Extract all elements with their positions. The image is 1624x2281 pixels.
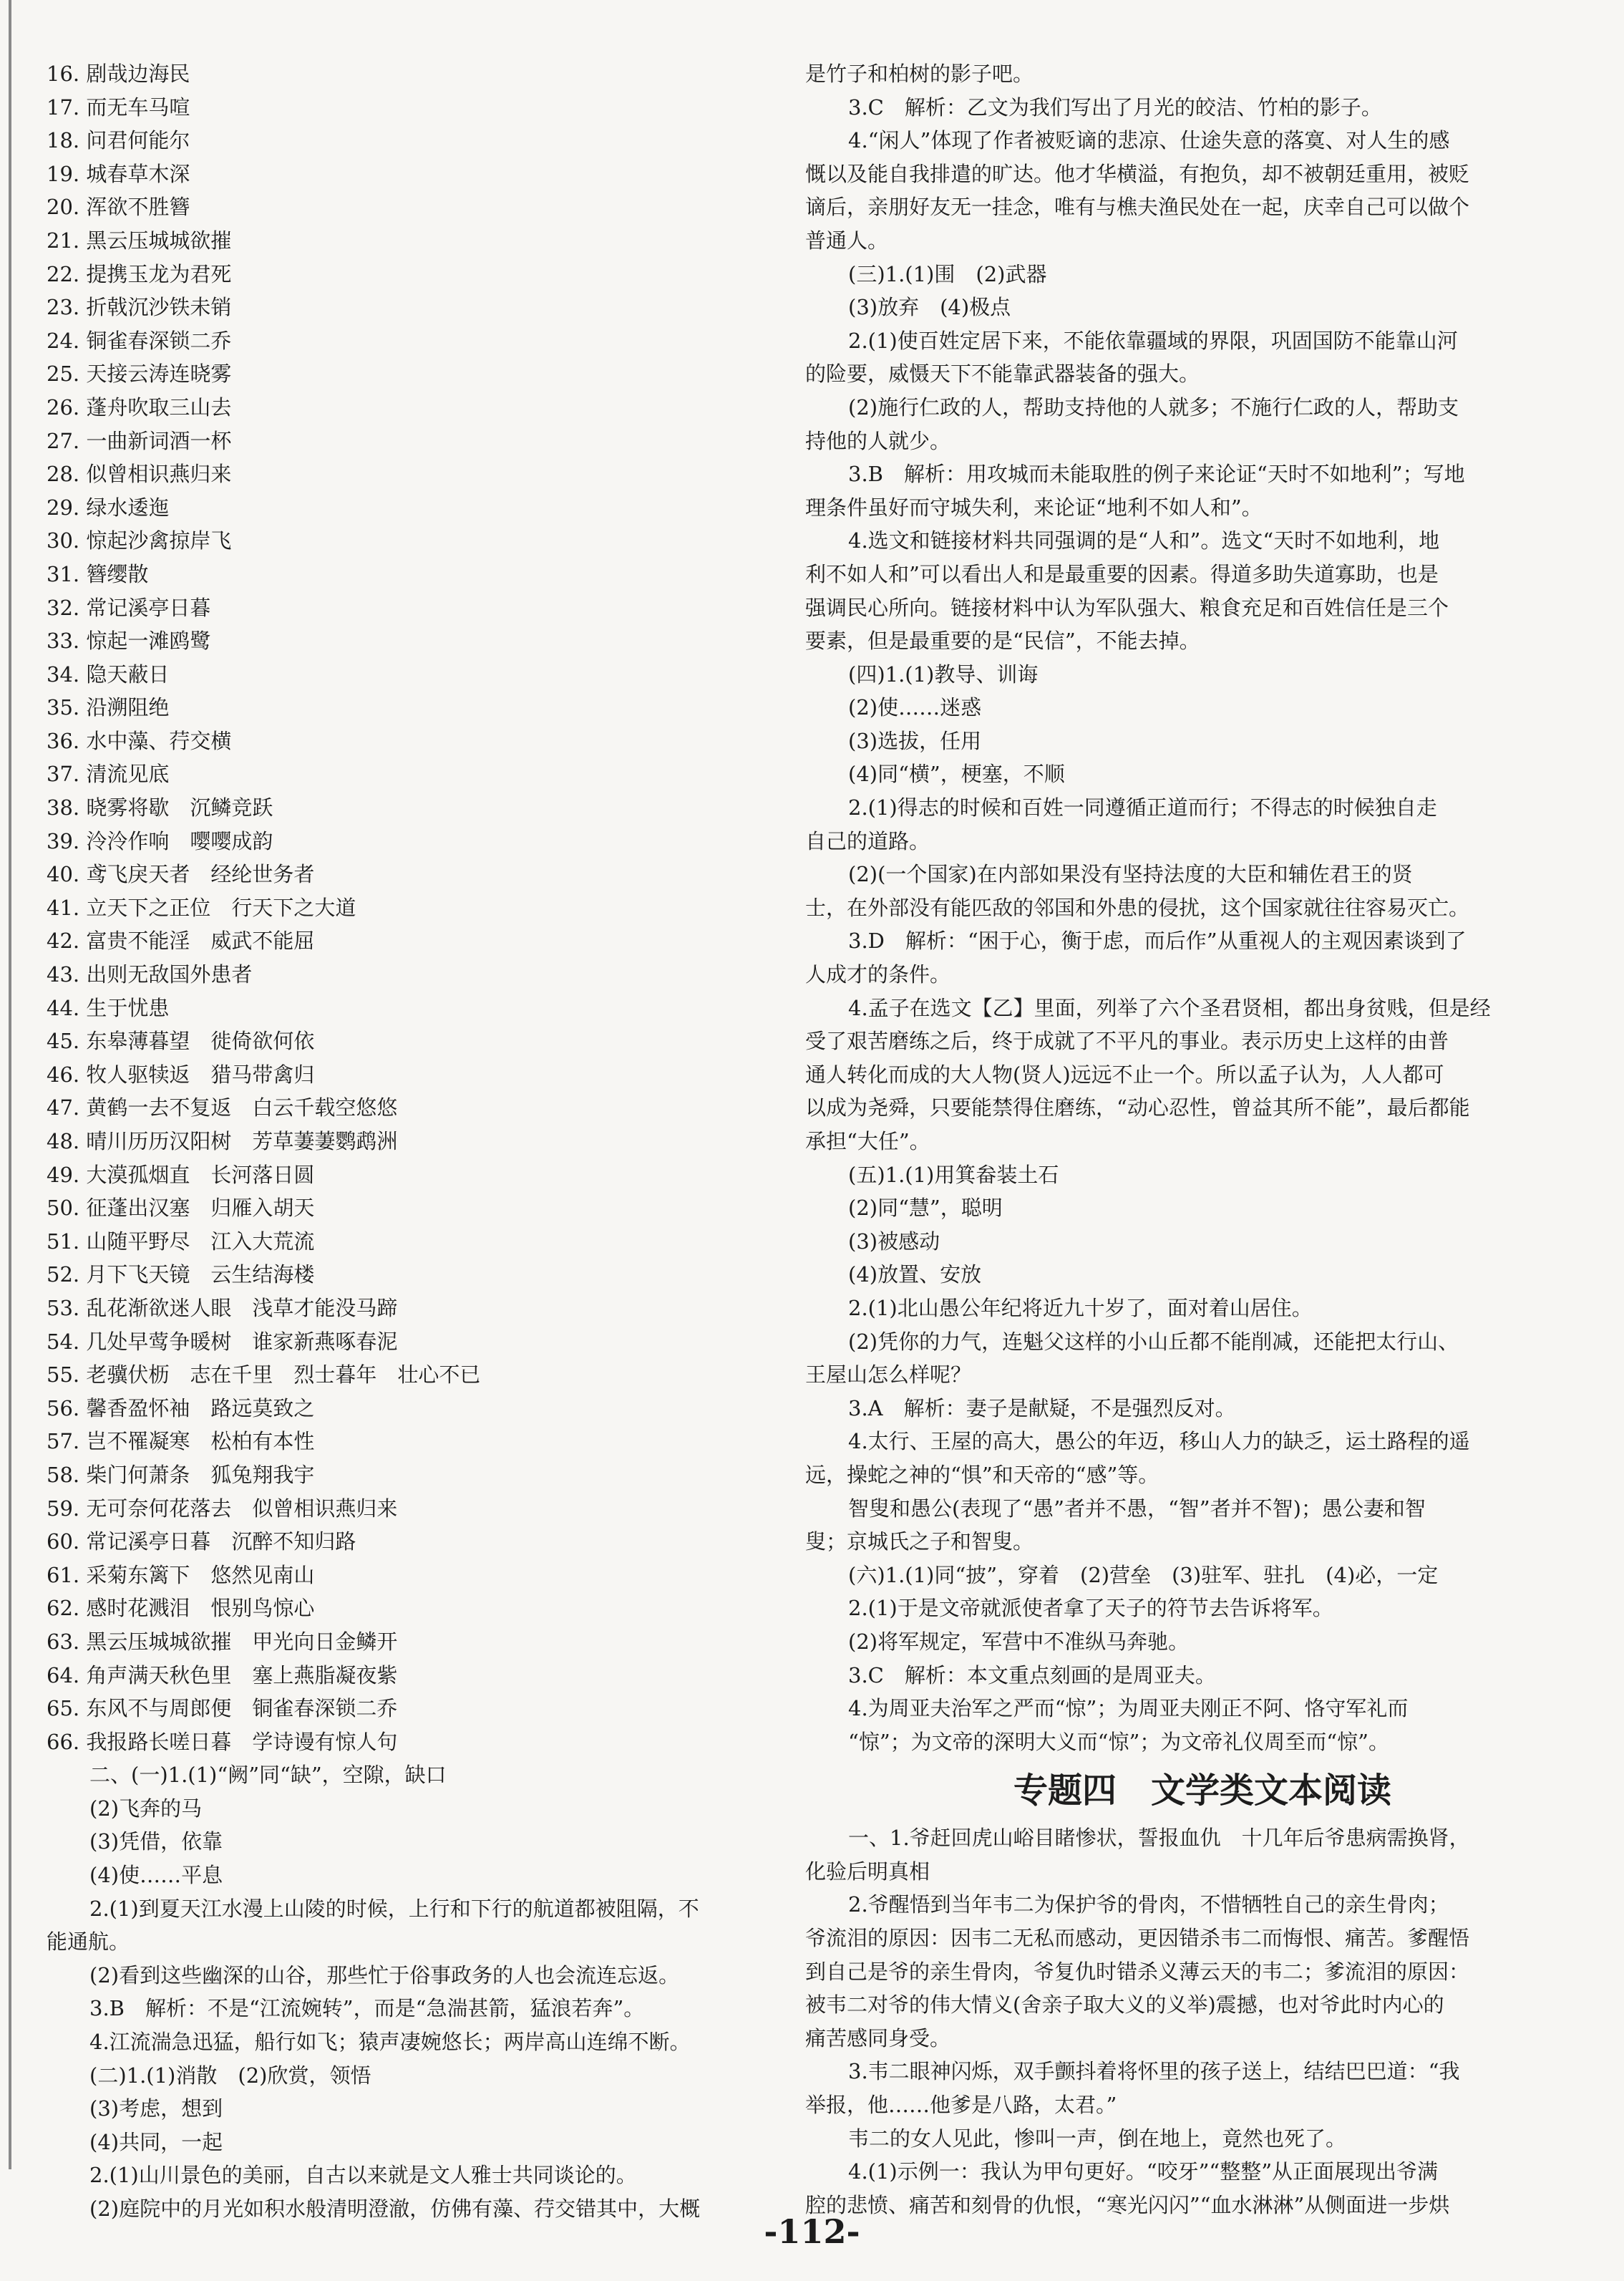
text-line: 2.(1)北山愚公年纪将近九十岁了，面对着山居住。 xyxy=(848,1295,1313,1320)
right-column-answers xyxy=(805,57,1600,1758)
text-line: (二)1.(1)消散 (2)欣赏，领悟 xyxy=(89,2063,371,2088)
text-line: 29. 绿水逶迤 xyxy=(47,495,170,520)
text-line: 王屋山怎么样呢？ xyxy=(805,1362,972,1388)
text-line: 38. 晓雾将歇 沉鳞竞跃 xyxy=(47,795,273,820)
text-line: 36. 水中藻、荇交横 xyxy=(47,728,232,753)
text-line: 持他的人就少。 xyxy=(805,428,951,453)
text-line: 4.(1)示例一：我认为甲句更好。“咬牙”“整整”从正面展现出爷满 xyxy=(848,2159,1439,2184)
text-line: (2)使……迷惑 xyxy=(848,695,982,720)
text-line: 24. 铜雀春深锁二乔 xyxy=(47,328,232,353)
text-line: 16. 剧哉边海民 xyxy=(47,62,190,86)
text-line: (2)凭你的力气，连魁父这样的小山丘都不能削减，还能把太行山、 xyxy=(848,1329,1459,1354)
text-line: 42. 富贵不能淫 威武不能屈 xyxy=(47,929,315,954)
text-line: 53. 乱花渐欲迷人眼 浅草才能没马蹄 xyxy=(47,1295,398,1320)
text-line: (3)凭借，依靠 xyxy=(89,1829,223,1854)
text-line: (4)同“横”，梗塞，不顺 xyxy=(848,762,1065,787)
margin-rule xyxy=(9,0,11,2169)
text-line: 31. 簪缨散 xyxy=(47,561,149,586)
text-line: “惊”；为文帝的深明大义而“惊”；为文帝礼仪周至而“惊”。 xyxy=(848,1729,1389,1754)
text-line: 士，在外部没有能匹敌的邻国和外患的侵扰，这个国家就往往容易灭亡。 xyxy=(805,895,1470,920)
text-line: 27. 一曲新词酒一杯 xyxy=(47,428,232,453)
text-line: 3.D 解析：“困于心，衡于虑，而后作”从重视人的主观因素谈到了 xyxy=(848,929,1467,954)
text-line: 韦二的女人见此，惨叫一声，倒在地上，竟然也死了。 xyxy=(848,2126,1347,2151)
text-line: (四)1.(1)教导、训诲 xyxy=(848,662,1039,687)
text-line: 33. 惊起一滩鸥鹭 xyxy=(47,629,211,654)
text-line: 65. 东风不与周郎便 铜雀春深锁二乔 xyxy=(47,1696,398,1721)
text-line: 痛苦感同身受。 xyxy=(805,2025,951,2050)
text-line: 32. 常记溪亭日暮 xyxy=(47,595,211,620)
text-line: 4.“闲人”体现了作者被贬谪的悲凉、仕途失意的落寞、对人生的感 xyxy=(848,128,1450,153)
text-line: 57. 岂不罹凝寒 松柏有本性 xyxy=(47,1429,315,1454)
text-line: 谪后，亲朋好友无一挂念，唯有与樵夫渔民处在一起，庆幸自己可以做个 xyxy=(805,195,1470,220)
section-title: 专题四 文学类文本阅读 xyxy=(1013,1771,1391,1811)
text-line: (三)1.(1)围 (2)武器 xyxy=(848,261,1047,286)
text-line: 19. 城春草木深 xyxy=(47,161,190,186)
text-line: (3)放弃 (4)极点 xyxy=(848,295,1011,320)
text-line: 受了艰苦磨练之后，终于成就了不平凡的事业。表示历史上这样的由普 xyxy=(805,1029,1449,1054)
text-line: 远，操蛇之神的“惧”和天帝的“感”等。 xyxy=(805,1462,1159,1487)
text-line: 慨以及能自我排遣的旷达。他才华横溢，有抱负，却不被朝廷重用，被贬 xyxy=(805,161,1470,186)
text-line: (五)1.(1)用箕畚装土石 xyxy=(848,1162,1059,1187)
text-line: 理条件虽好而守城失利，来论证“地利不如人和”。 xyxy=(805,495,1263,520)
text-line: 智叟和愚公(表现了“愚”者并不愚，“智”者并不智)；愚公妻和智 xyxy=(848,1496,1426,1521)
text-line: 44. 生于忧患 xyxy=(47,995,170,1020)
text-line: 利不如人和”可以看出人和是最重要的因素。得道多助失道寡助，也是 xyxy=(805,561,1439,586)
text-line: 47. 黄鹤一去不复返 白云千载空悠悠 xyxy=(47,1095,398,1120)
text-line: (3)被感动 xyxy=(848,1229,940,1254)
text-line: (2)施行仁政的人，帮助支持他的人就多；不施行仁政的人，帮助支 xyxy=(848,394,1459,420)
text-line: 25. 天接云涛连晓雾 xyxy=(47,362,232,387)
text-line: 强调民心所向。链接材料中认为军队强大、粮食充足和百姓信任是三个 xyxy=(805,595,1449,620)
text-line: 50. 征蓬出汉塞 归雁入胡天 xyxy=(47,1196,315,1221)
text-line: 61. 采菊东篱下 悠然见南山 xyxy=(47,1562,315,1587)
text-line: 4.太行、王屋的高大，愚公的年迈，移山人力的缺乏，运土路程的遥 xyxy=(848,1429,1470,1454)
text-line: 爷流泪的原因：因韦二无私而感动，更因错杀韦二而悔恨、痛苦。爹醒悟 xyxy=(805,1926,1470,1951)
text-line: 28. 似曾相识燕归来 xyxy=(47,462,232,487)
text-line: 要素，但是最重要的是“民信”，不能去掉。 xyxy=(805,629,1200,654)
text-line: 51. 山随平野尽 江入大荒流 xyxy=(47,1229,315,1254)
text-line: 到自己是爷的亲生骨肉，爷复仇时错杀义薄云天的韦二；爹流泪的原因： xyxy=(805,1959,1470,1984)
text-line: 39. 泠泠作响 嘤嘤成韵 xyxy=(47,828,273,853)
text-line: 2.(1)得志的时候和百姓一同遵循正道而行；不得志的时候独自走 xyxy=(848,795,1437,820)
text-line: 举报，他……他爹是八路，太君。” xyxy=(805,2093,1117,2118)
text-line: 3.B 解析：不是“江流婉转”，而是“急湍甚箭，猛浪若奔”。 xyxy=(89,1996,645,2021)
text-line: 52. 月下飞天镜 云生结海楼 xyxy=(47,1262,315,1287)
text-line: 21. 黑云压城城欲摧 xyxy=(47,228,232,253)
text-line: 2.(1)于是文帝就派使者拿了天子的符节去告诉将军。 xyxy=(848,1596,1333,1621)
text-line: 34. 隐天蔽日 xyxy=(47,662,170,687)
text-line: 被韦二对爷的伟大情义(舍亲子取大义的义举)震撼，也对爷此时内心的 xyxy=(805,1992,1444,2018)
text-line: 自己的道路。 xyxy=(805,828,930,853)
text-line: 4.为周亚夫治军之严而“惊”；为周亚夫刚正不阿、恪守军礼而 xyxy=(848,1696,1409,1721)
text-line: 人成才的条件。 xyxy=(805,962,951,987)
text-line: 3.A 解析：妻子是献疑，不是强烈反对。 xyxy=(848,1395,1236,1420)
text-line: 化验后明真相 xyxy=(805,1859,930,1884)
text-line: 58. 柴门何萧条 狐兔翔我宇 xyxy=(47,1462,315,1487)
text-line: 2.(1)使百姓定居下来，不能依靠疆域的界限，巩固国防不能靠山河 xyxy=(848,328,1458,353)
text-line: (4)放置、安放 xyxy=(848,1262,982,1287)
text-line: (2)(一个国家)在内部如果没有坚持法度的大臣和辅佐君王的贤 xyxy=(848,862,1413,887)
text-line: (2)看到这些幽深的山谷，那些忙于俗事政务的人也会流连忘返。 xyxy=(89,1962,680,1987)
text-line: 以成为尧舜，只要能禁得住磨练，“动心忍性，曾益其所不能”，最后都能 xyxy=(805,1095,1470,1120)
text-line: 66. 我报路长嗟日暮 学诗谩有惊人句 xyxy=(47,1729,398,1754)
text-line: 46. 牧人驱犊返 猎马带禽归 xyxy=(47,1062,315,1087)
text-line: 20. 浑欲不胜簪 xyxy=(47,195,190,220)
text-line: 54. 几处早莺争暖树 谁家新燕啄春泥 xyxy=(47,1329,398,1354)
text-line: 64. 角声满天秋色里 塞上燕脂凝夜紫 xyxy=(47,1662,398,1687)
text-line: 承担“大任”。 xyxy=(805,1129,930,1153)
text-line: (2)同“慧”，聪明 xyxy=(848,1196,1003,1221)
text-line: 56. 馨香盈怀袖 路远莫致之 xyxy=(47,1395,315,1420)
text-line: (2)将军规定，军营中不准纵马奔驰。 xyxy=(848,1629,1190,1654)
text-line: 48. 晴川历历汉阳树 芳草萋萋鹦鹉洲 xyxy=(47,1129,398,1153)
text-line: 18. 问君何能尔 xyxy=(47,128,190,153)
text-line: 3.B 解析：用攻城而未能取胜的例子来论证“天时不如地利”；写地 xyxy=(848,462,1465,487)
text-line: 59. 无可奈何花落去 似曾相识燕归来 xyxy=(47,1496,398,1521)
text-line: 2.爷醒悟到当年韦二为保护爷的骨肉，不惜牺牲自己的亲生骨肉； xyxy=(848,1892,1449,1917)
text-line: (4)使……平息 xyxy=(89,1863,223,1888)
text-line: 60. 常记溪亭日暮 沉醉不知归路 xyxy=(47,1529,356,1554)
text-line: (3)考虑，想到 xyxy=(89,2096,223,2121)
text-line: 35. 沿溯阻绝 xyxy=(47,695,170,720)
text-line: (2)飞奔的马 xyxy=(89,1796,203,1821)
text-line: 是竹子和柏树的影子吧。 xyxy=(805,62,1034,86)
text-line: 3.C 解析：乙文为我们写出了月光的皎洁、竹柏的影子。 xyxy=(848,95,1382,120)
text-line: 26. 蓬舟吹取三山去 xyxy=(47,394,232,420)
text-line: 能通航。 xyxy=(47,1929,130,1955)
text-line: 的险要，威慑天下不能靠武器装备的强大。 xyxy=(805,362,1200,387)
right-column-section-four xyxy=(805,1821,1600,2222)
text-line: 一、1.爷赶回虎山峪目睹惨状，誓报血仇 十几年后爷患病需换肾， xyxy=(848,1826,1470,1851)
left-column xyxy=(47,57,769,2226)
text-line: 40. 鸢飞戾天者 经纶世务者 xyxy=(47,862,315,887)
page-number: -112- xyxy=(764,2212,860,2251)
text-line: (2)庭院中的月光如积水般清明澄澈，仿佛有藻、荇交错其中，大概 xyxy=(89,2197,701,2221)
text-line: (4)共同，一起 xyxy=(89,2129,223,2154)
text-line: 4.江流湍急迅猛，船行如飞；猿声凄婉悠长；两岸高山连绵不断。 xyxy=(89,2030,691,2055)
text-line: 4.孟子在选文【乙】里面，列举了六个圣君贤相，都出身贫贱，但是经 xyxy=(848,995,1491,1020)
text-line: 41. 立天下之正位 行天下之大道 xyxy=(47,895,356,920)
text-line: 2.(1)山川景色的美丽，自古以来就是文人雅士共同谈论的。 xyxy=(89,2163,637,2188)
text-line: 3.韦二眼神闪烁，双手颤抖着将怀里的孩子送上，结结巴巴道：“我 xyxy=(848,2059,1460,2084)
text-line: 通人转化而成的大人物(贤人)远远不止一个。所以孟子认为，人人都可 xyxy=(805,1062,1444,1087)
text-line: 普通人。 xyxy=(805,228,889,253)
text-line: 62. 感时花溅泪 恨别鸟惊心 xyxy=(47,1596,315,1621)
text-line: 45. 东皋薄暮望 徙倚欲何依 xyxy=(47,1029,315,1054)
text-line: (3)选拔，任用 xyxy=(848,728,982,753)
text-line: 22. 提携玉龙为君死 xyxy=(47,261,232,286)
text-line: 23. 折戟沉沙铁未销 xyxy=(47,295,232,320)
text-line: 3.C 解析：本文重点刻画的是周亚夫。 xyxy=(848,1662,1216,1687)
text-line: 37. 清流见底 xyxy=(47,762,170,787)
text-line: 63. 黑云压城城欲摧 甲光向日金鳞开 xyxy=(47,1629,398,1654)
text-line: 4.选文和链接材料共同强调的是“人和”。选文“天时不如地利，地 xyxy=(848,528,1440,553)
text-line: 49. 大漠孤烟直 长河落日圆 xyxy=(47,1162,315,1187)
text-line: 17. 而无车马喧 xyxy=(47,95,190,120)
text-line: 二、(一)1.(1)“阙”同“缺”，空隙，缺口 xyxy=(89,1763,447,1788)
right-column xyxy=(805,57,1600,2222)
text-line: 腔的悲愤、痛苦和刻骨的仇恨，“寒光闪闪”“血水淋淋”从侧面进一步烘 xyxy=(805,2192,1450,2217)
text-line: 2.(1)到夏天江水漫上山陵的时候，上行和下行的航道都被阻隔，不 xyxy=(89,1896,699,1921)
text-line: 叟；京城氏之子和智叟。 xyxy=(805,1529,1034,1554)
text-line: 55. 老骥伏枥 志在千里 烈士暮年 壮心不已 xyxy=(47,1362,481,1388)
text-line: 30. 惊起沙禽掠岸飞 xyxy=(47,528,232,553)
text-line: 43. 出则无敌国外患者 xyxy=(47,962,253,987)
text-line: (六)1.(1)同“披”，穿着 (2)营垒 (3)驻军、驻扎 (4)必，一定 xyxy=(848,1562,1439,1587)
